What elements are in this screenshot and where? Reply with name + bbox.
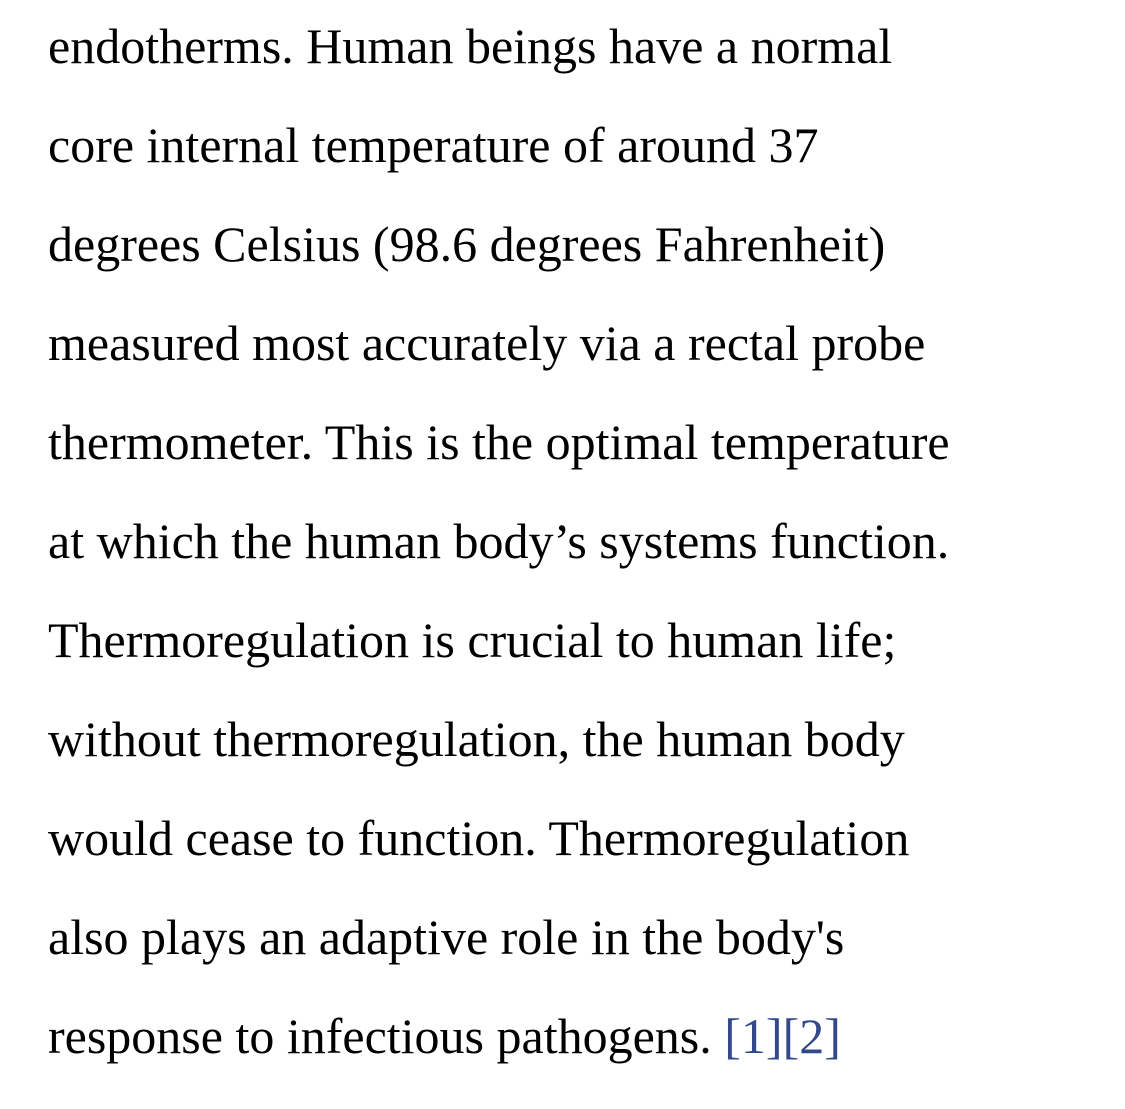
paragraph-last-line — [48, 990, 1108, 1089]
article-paragraph — [48, 0, 1108, 1089]
paragraph-line: without thermoregulation, the human body — [48, 711, 905, 767]
paragraph-line: also plays an adaptive role in the body's — [48, 909, 845, 965]
paragraph-line: would cease to function. Thermoregulation — [48, 810, 910, 866]
paragraph-line-text: response to infectious pathogens. — [48, 1008, 725, 1064]
paragraph-line: endotherms. Human beings have a normal — [48, 18, 893, 74]
paragraph-line: at which the human body’s systems function. — [48, 513, 950, 569]
citation-link-2[interactable]: [2] — [782, 1008, 841, 1064]
paragraph-line: Thermoregulation is crucial to human life; — [48, 612, 897, 668]
paragraph-line: measured most accurately via a rectal probe — [48, 315, 926, 371]
paragraph-line: degrees Celsius (98.6 degrees Fahrenheit) — [48, 216, 886, 272]
citation-link-1[interactable]: [1] — [724, 1008, 783, 1064]
paragraph-line: thermometer. This is the optimal temperature — [48, 414, 950, 470]
paragraph-line: core internal temperature of around 37 — [48, 117, 819, 173]
